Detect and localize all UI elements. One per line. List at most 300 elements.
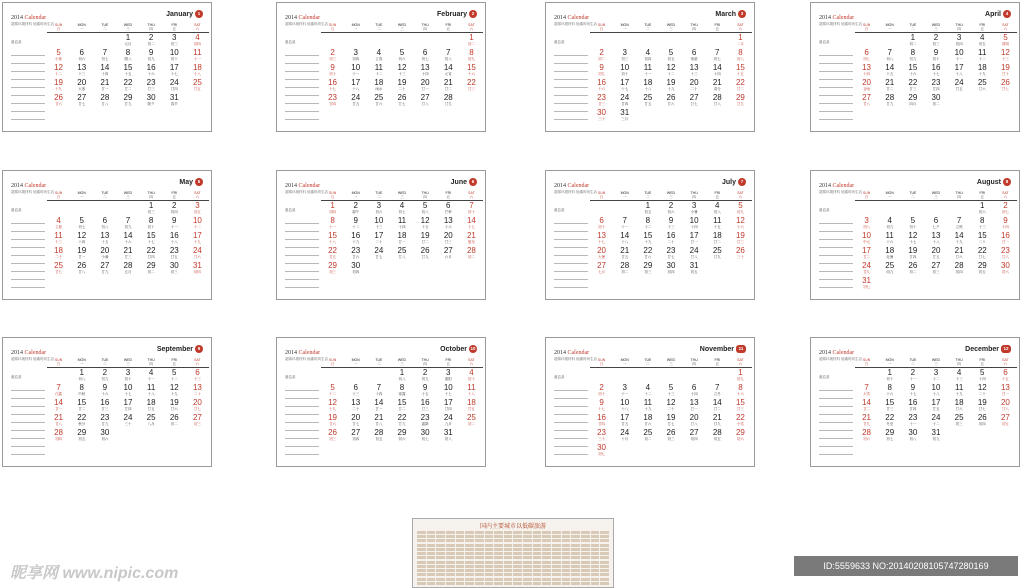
day-cell bbox=[636, 428, 659, 443]
day-number: 15 bbox=[466, 63, 476, 72]
weekday-en: FRI bbox=[171, 23, 178, 27]
poster-cell bbox=[600, 535, 609, 538]
day-number: 3 bbox=[172, 33, 177, 42]
brand-subtitle: 超薄环境材料 低碳时尚生活 bbox=[554, 190, 597, 194]
day-number: 2 bbox=[910, 368, 916, 377]
day-number: 16 bbox=[908, 398, 918, 407]
poster-cell bbox=[485, 552, 494, 555]
day-cell bbox=[321, 216, 344, 231]
weekday-en: MON bbox=[885, 23, 894, 27]
day-cell bbox=[613, 428, 636, 443]
day-cell bbox=[70, 368, 93, 383]
weekday-header bbox=[47, 191, 70, 201]
poster-cell bbox=[533, 569, 542, 572]
weekday-en: SAT bbox=[468, 191, 475, 195]
day-number: 3 bbox=[933, 368, 939, 377]
day-number: 28 bbox=[712, 428, 722, 437]
day-cell bbox=[460, 78, 483, 93]
day-number: 17 bbox=[351, 78, 361, 87]
day-cell bbox=[163, 33, 186, 48]
lunar-date: 初四 bbox=[978, 422, 986, 426]
day-cell bbox=[390, 383, 413, 398]
day-cell bbox=[186, 261, 209, 276]
weekday-en: MON bbox=[620, 358, 629, 362]
weekday-zh: 五 bbox=[980, 195, 985, 199]
lunar-date: 十三 bbox=[667, 225, 675, 229]
day-cell bbox=[855, 63, 878, 78]
lunar-date: 廿四 bbox=[147, 255, 155, 259]
day-grid bbox=[47, 191, 209, 276]
day-number: 6 bbox=[353, 383, 358, 392]
day-number: 11 bbox=[954, 383, 964, 392]
day-number: 5 bbox=[399, 48, 405, 57]
day-cell bbox=[613, 261, 636, 276]
lunar-date: 十九 bbox=[955, 240, 963, 244]
day-cell bbox=[971, 261, 994, 276]
day-cell bbox=[683, 398, 706, 413]
month-number-badge: 5 bbox=[195, 178, 203, 186]
memo-line bbox=[819, 423, 853, 431]
day-cell bbox=[116, 231, 139, 246]
lunar-date: 十三 bbox=[352, 392, 360, 396]
weekday-zh: 五 bbox=[980, 27, 985, 31]
day-number: 22 bbox=[466, 78, 476, 87]
day-number: 7 bbox=[622, 216, 627, 225]
day-cell bbox=[47, 246, 70, 261]
memo-line bbox=[554, 264, 588, 272]
lunar-date: 十一 bbox=[955, 57, 963, 61]
day-number: 21 bbox=[100, 78, 110, 87]
day-number: 1 bbox=[645, 201, 651, 210]
day-grid bbox=[590, 23, 752, 123]
lunar-date: 十七 bbox=[444, 392, 452, 396]
memo-line bbox=[285, 256, 319, 264]
memo-line bbox=[554, 423, 588, 431]
day-cell bbox=[948, 261, 971, 276]
lunar-date: 初七 bbox=[101, 57, 109, 61]
empty-cell bbox=[460, 261, 483, 276]
day-cell bbox=[971, 216, 994, 231]
weekday-zh: 二 bbox=[377, 27, 381, 31]
brand-year: 2014 bbox=[11, 350, 25, 356]
weekday-zh: 二 bbox=[103, 362, 107, 366]
lunar-date: 十八 bbox=[193, 72, 201, 76]
weekday-header bbox=[116, 23, 139, 33]
day-cell bbox=[613, 246, 636, 261]
memo-line bbox=[819, 232, 853, 240]
lunar-date: 十一 bbox=[909, 422, 917, 426]
day-cell bbox=[70, 261, 93, 276]
day-number: 18 bbox=[643, 413, 653, 422]
day-cell bbox=[163, 413, 186, 428]
day-cell bbox=[163, 48, 186, 63]
day-number: 6 bbox=[79, 48, 84, 57]
weekday-en: MON bbox=[351, 23, 360, 27]
lunar-date: 十八 bbox=[170, 240, 178, 244]
day-cell bbox=[971, 398, 994, 413]
poster-cell bbox=[552, 556, 561, 559]
weekday-en: MON bbox=[885, 358, 894, 362]
day-cell bbox=[683, 231, 706, 246]
lunar-date: 十二 bbox=[193, 225, 201, 229]
brand-title bbox=[819, 350, 854, 356]
poster-cell bbox=[542, 569, 551, 572]
month-title bbox=[722, 178, 746, 186]
day-number: 27 bbox=[689, 428, 699, 437]
day-number: 4 bbox=[399, 201, 405, 210]
day-cell bbox=[344, 261, 367, 276]
empty-cell bbox=[971, 276, 994, 291]
poster-cell bbox=[475, 573, 484, 576]
day-cell bbox=[994, 231, 1017, 246]
poster-cell bbox=[552, 565, 561, 568]
month-name: June bbox=[450, 178, 467, 186]
day-cell bbox=[613, 78, 636, 93]
memo-lines bbox=[11, 216, 45, 288]
lunar-date: 廿五 bbox=[329, 255, 337, 259]
day-cell bbox=[47, 78, 70, 93]
day-number: 27 bbox=[862, 93, 872, 102]
day-cell bbox=[636, 216, 659, 231]
day-cell bbox=[344, 246, 367, 261]
day-cell bbox=[659, 428, 682, 443]
memo-lines bbox=[285, 216, 319, 288]
poster-cell bbox=[475, 565, 484, 568]
poster-cell bbox=[581, 556, 590, 559]
poster-cell bbox=[523, 569, 532, 572]
memo-line bbox=[285, 431, 319, 439]
lunar-date: 廿八 bbox=[690, 255, 698, 259]
poster-cell bbox=[562, 531, 571, 534]
memo-line bbox=[285, 112, 319, 120]
poster-cell bbox=[465, 544, 474, 547]
weekday-header bbox=[878, 23, 901, 33]
day-number: 27 bbox=[192, 413, 202, 422]
brand-subtitle: 超薄环境材料 低碳时尚生活 bbox=[11, 357, 54, 361]
day-number: 23 bbox=[597, 428, 607, 437]
weekday-header bbox=[706, 191, 729, 201]
brand-subtitle: 超薄环境材料 低碳时尚生活 bbox=[819, 190, 862, 194]
lunar-date: 初三 bbox=[621, 57, 629, 61]
day-number: 1 bbox=[980, 201, 985, 210]
day-cell bbox=[994, 33, 1017, 48]
month-title bbox=[715, 10, 746, 18]
day-number: 24 bbox=[954, 78, 964, 87]
memo-line bbox=[554, 280, 588, 288]
lunar-date: 十八 bbox=[352, 87, 360, 91]
empty-cell bbox=[948, 428, 971, 443]
lunar-date: 初六 bbox=[375, 210, 383, 214]
empty-cell bbox=[367, 261, 390, 276]
day-number: 11 bbox=[397, 216, 407, 225]
empty-cell bbox=[855, 201, 878, 216]
weekday-en: TUE bbox=[375, 23, 383, 27]
weekday-en: SUN bbox=[862, 191, 871, 195]
lunar-date: 廿二 bbox=[863, 255, 871, 259]
lunar-date: 初二 bbox=[621, 270, 629, 274]
day-number: 27 bbox=[100, 261, 110, 270]
day-cell bbox=[948, 216, 971, 231]
day-number: 27 bbox=[597, 261, 607, 270]
poster-cell bbox=[417, 544, 426, 547]
day-number: 16 bbox=[328, 78, 338, 87]
day-number: 6 bbox=[864, 48, 869, 57]
weekday-en: SAT bbox=[468, 358, 475, 362]
empty-cell bbox=[683, 108, 706, 123]
lunar-date: 廿二 bbox=[863, 407, 871, 411]
day-cell bbox=[613, 108, 636, 123]
empty-cell bbox=[47, 368, 70, 383]
day-cell bbox=[414, 246, 437, 261]
brand-subtitle: 超薄环境材料 低碳时尚生活 bbox=[285, 357, 328, 361]
lunar-date: 廿五 bbox=[932, 407, 940, 411]
day-cell bbox=[93, 261, 116, 276]
lunar-date: 廿六 bbox=[644, 422, 652, 426]
brand-subtitle: 超薄环境材料 低碳时尚生活 bbox=[285, 22, 328, 26]
day-number: 24 bbox=[443, 413, 453, 422]
day-number: 21 bbox=[54, 413, 64, 422]
lunar-date: 寒露 bbox=[398, 392, 406, 396]
month-name: November bbox=[699, 345, 734, 353]
brand-year: 2014 bbox=[554, 183, 568, 189]
day-cell bbox=[70, 63, 93, 78]
lunar-date: 初二 bbox=[467, 255, 475, 259]
day-number: 15 bbox=[735, 63, 745, 72]
lunar-date: 初九 bbox=[598, 72, 606, 76]
day-number: 7 bbox=[125, 216, 131, 225]
weekday-en: THU bbox=[955, 23, 963, 27]
day-number: 8 bbox=[980, 216, 985, 225]
month-card-march bbox=[545, 2, 755, 132]
weekday-header bbox=[613, 358, 636, 368]
memo-line bbox=[819, 48, 853, 56]
lunar-date: 廿二 bbox=[713, 240, 721, 244]
weekday-zh: 四 bbox=[957, 27, 961, 31]
day-number: 25 bbox=[54, 261, 64, 270]
weekday-en: SUN bbox=[328, 358, 337, 362]
day-cell bbox=[414, 231, 437, 246]
weekday-header bbox=[683, 191, 706, 201]
month-title bbox=[437, 10, 477, 18]
memo-line bbox=[819, 248, 853, 256]
poster-cell bbox=[523, 565, 532, 568]
poster-table bbox=[417, 531, 609, 585]
day-number: 11 bbox=[885, 231, 894, 240]
poster-cell bbox=[446, 548, 455, 551]
lunar-date: 廿八 bbox=[101, 102, 109, 106]
lunar-date: 十四 bbox=[421, 72, 429, 76]
day-number: 2 bbox=[1003, 201, 1008, 210]
day-number: 22 bbox=[123, 78, 133, 87]
poster-cell bbox=[456, 569, 465, 572]
month-number-badge: 11 bbox=[736, 345, 746, 353]
poster-cell bbox=[581, 544, 590, 547]
day-number: 26 bbox=[54, 93, 64, 102]
month-number-badge: 2 bbox=[469, 10, 477, 18]
day-cell bbox=[971, 231, 994, 246]
brand-subtitle: 超薄环境材料 低碳时尚生活 bbox=[819, 22, 862, 26]
memo-line bbox=[285, 216, 319, 224]
memo-label: 备忘录 bbox=[819, 40, 830, 44]
memo-line bbox=[11, 431, 45, 439]
lunar-date: 夏至 bbox=[467, 240, 475, 244]
lunar-date: 初五 bbox=[1001, 422, 1009, 426]
day-cell bbox=[659, 413, 682, 428]
lunar-date: 初四 bbox=[193, 270, 201, 274]
day-cell bbox=[901, 428, 924, 443]
poster-cell bbox=[475, 552, 484, 555]
poster-cell bbox=[562, 552, 571, 555]
day-cell bbox=[706, 216, 729, 231]
lunar-date: 廿二 bbox=[78, 407, 86, 411]
day-cell bbox=[878, 428, 901, 443]
empty-cell bbox=[613, 368, 636, 383]
day-number: 28 bbox=[620, 261, 630, 270]
weekday-zh: 一 bbox=[622, 27, 627, 31]
poster-cell bbox=[417, 582, 426, 585]
day-cell bbox=[321, 261, 344, 276]
day-cell bbox=[47, 383, 70, 398]
day-cell bbox=[414, 368, 437, 383]
lunar-date: 初八 bbox=[909, 437, 917, 441]
weekday-en: FRI bbox=[445, 191, 452, 195]
weekday-header bbox=[460, 191, 483, 201]
day-cell bbox=[901, 33, 924, 48]
day-cell bbox=[924, 246, 947, 261]
lunar-date: 大暑 bbox=[598, 255, 606, 259]
weekday-header bbox=[971, 23, 994, 33]
day-number: 14 bbox=[466, 216, 476, 225]
day-cell bbox=[93, 413, 116, 428]
day-number: 13 bbox=[597, 231, 607, 240]
day-cell bbox=[636, 231, 659, 246]
month-card-may bbox=[2, 170, 212, 300]
lunar-date: 廿九 bbox=[713, 255, 721, 259]
day-number: 17 bbox=[620, 78, 630, 87]
poster-cell bbox=[542, 561, 551, 564]
poster-cell bbox=[504, 535, 513, 538]
lunar-date: 雨水 bbox=[375, 87, 383, 91]
day-number: 29 bbox=[908, 93, 918, 102]
day-number: 13 bbox=[420, 63, 430, 72]
day-number: 12 bbox=[908, 231, 918, 240]
day-number: 18 bbox=[192, 63, 202, 72]
day-cell bbox=[683, 261, 706, 276]
weekday-header bbox=[321, 358, 344, 368]
weekday-en: SUN bbox=[597, 358, 606, 362]
day-number: 24 bbox=[123, 413, 133, 422]
day-number: 20 bbox=[862, 78, 872, 87]
lunar-date: 十四 bbox=[78, 240, 86, 244]
day-number: 12 bbox=[77, 231, 87, 240]
day-cell bbox=[414, 428, 437, 443]
lunar-date: 廿三 bbox=[147, 87, 155, 91]
weekday-header bbox=[659, 23, 682, 33]
day-number: 26 bbox=[420, 246, 430, 255]
day-cell bbox=[344, 78, 367, 93]
day-number: 18 bbox=[977, 63, 987, 72]
empty-cell bbox=[901, 276, 924, 291]
day-number: 21 bbox=[862, 413, 872, 422]
lunar-date: 廿十 bbox=[1001, 72, 1009, 76]
poster-cell bbox=[504, 573, 513, 576]
poster-cell bbox=[504, 548, 513, 551]
weekday-en: WED bbox=[123, 23, 133, 27]
day-cell bbox=[367, 246, 390, 261]
poster-cell bbox=[562, 535, 571, 538]
day-cell bbox=[140, 261, 163, 276]
empty-cell bbox=[613, 33, 636, 48]
memo-line bbox=[554, 104, 588, 112]
poster-cell bbox=[600, 569, 609, 572]
lunar-date: 初十 bbox=[598, 392, 606, 396]
lunar-date: 十五 bbox=[101, 240, 109, 244]
day-cell bbox=[924, 368, 947, 383]
memo-line bbox=[554, 80, 588, 88]
weekday-zh: 四 bbox=[692, 362, 696, 366]
day-number: 22 bbox=[328, 246, 338, 255]
poster-cell bbox=[581, 531, 590, 534]
poster-cell bbox=[475, 561, 484, 564]
lunar-date: 初九 bbox=[736, 210, 744, 214]
memo-label: 备忘录 bbox=[554, 40, 565, 44]
lunar-date: 初七 bbox=[863, 285, 871, 289]
empty-cell bbox=[636, 33, 659, 48]
lunar-date: 初八 bbox=[736, 57, 744, 61]
weekday-en: FRI bbox=[979, 23, 986, 27]
poster-cell bbox=[542, 552, 551, 555]
day-cell bbox=[590, 93, 613, 108]
lunar-date: 二月 bbox=[736, 42, 744, 46]
day-cell bbox=[321, 398, 344, 413]
day-cell bbox=[116, 78, 139, 93]
poster-cell bbox=[542, 535, 551, 538]
day-number: 25 bbox=[146, 413, 156, 422]
month-card-september bbox=[2, 337, 212, 467]
weekday-header bbox=[70, 23, 93, 33]
day-number: 21 bbox=[712, 413, 722, 422]
poster-cell bbox=[571, 544, 580, 547]
day-grid bbox=[855, 23, 1017, 108]
empty-cell bbox=[367, 368, 390, 383]
weekday-en: THU bbox=[955, 358, 963, 362]
month-card-january bbox=[2, 2, 212, 132]
memo-line bbox=[554, 72, 588, 80]
day-number: 14 bbox=[885, 63, 895, 72]
weekday-zh: 六 bbox=[738, 362, 743, 366]
day-cell bbox=[186, 398, 209, 413]
day-cell bbox=[437, 368, 460, 383]
day-cell bbox=[971, 48, 994, 63]
weekday-header bbox=[659, 358, 682, 368]
empty-cell bbox=[613, 201, 636, 216]
lunar-date: 初四 bbox=[690, 437, 698, 441]
lunar-date: 初二 bbox=[147, 270, 155, 274]
day-number: 20 bbox=[100, 246, 110, 255]
weekday-zh: 六 bbox=[195, 27, 200, 31]
day-cell bbox=[924, 63, 947, 78]
day-number: 31 bbox=[443, 428, 453, 437]
day-cell bbox=[613, 216, 636, 231]
weekday-header bbox=[878, 191, 901, 201]
poster-cell bbox=[446, 569, 455, 572]
day-number: 29 bbox=[123, 93, 133, 102]
memo-line bbox=[819, 272, 853, 280]
day-number: 3 bbox=[376, 201, 382, 210]
poster-cell bbox=[600, 565, 609, 568]
poster-cell bbox=[533, 556, 542, 559]
memo-line bbox=[554, 240, 588, 248]
